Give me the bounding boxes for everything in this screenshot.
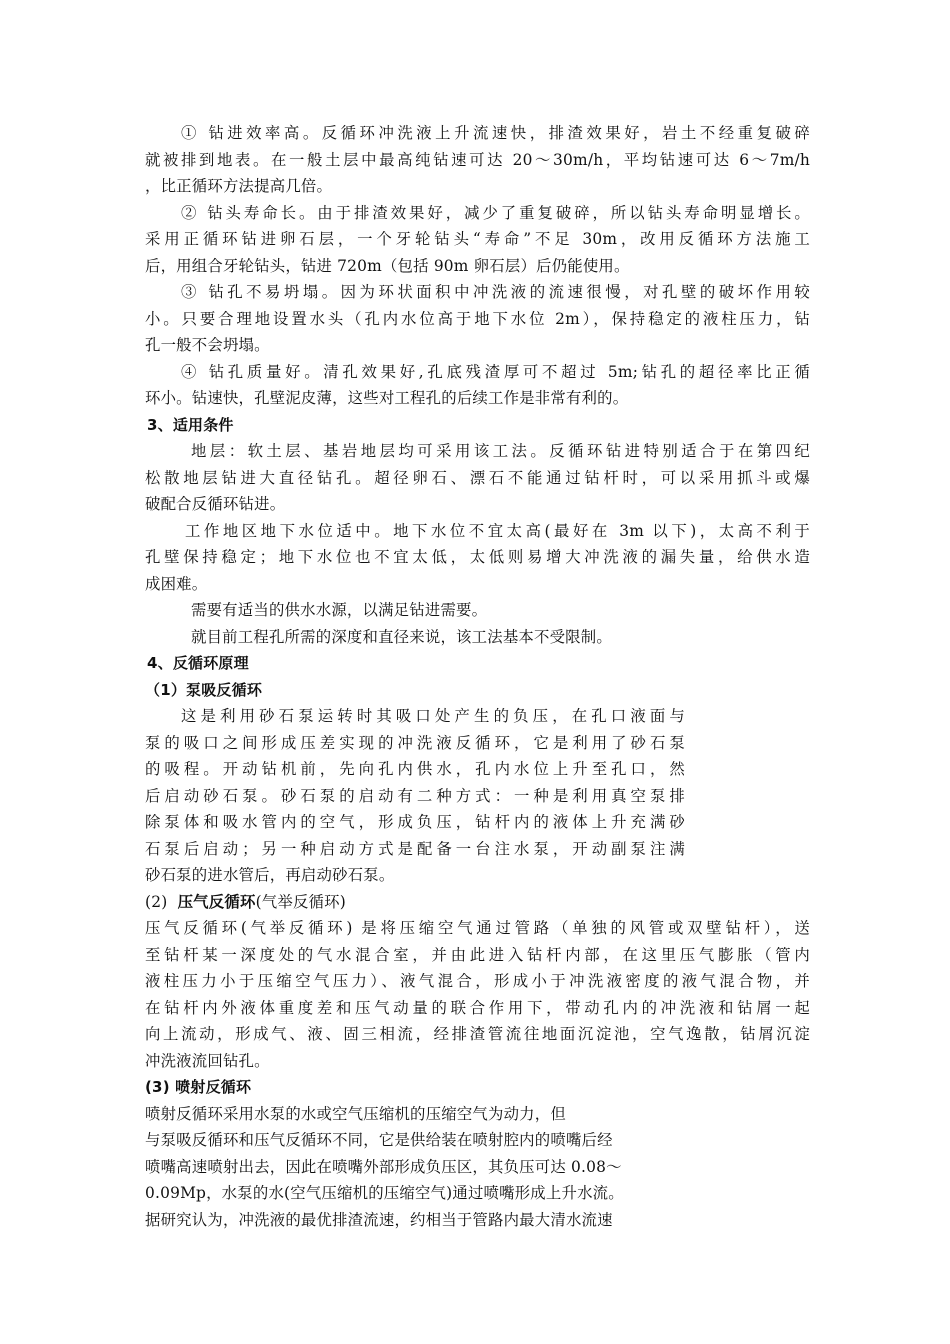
advantage-efficiency [145, 120, 810, 200]
text-line: 石泵后启动；另一种启动方式是配备一台注水泵，开动副泵注满 [145, 839, 685, 858]
text-line: 松散地层钻进大直径钻孔。超径卵石、漂石不能通过钻杆时，可以采用抓斗或爆 [145, 468, 810, 487]
section-heading-reverse-circulation-principle: 4、反循环原理 [147, 654, 249, 672]
text-line: 就被排到地表。在一般土层中最高纯钻速可达 20～30m/h，平均钻速可达 6～7m/h [145, 150, 810, 169]
text-line: 工作地区地下水位适中。地下水位不宜太高(最好在 3m 以下)，太高不利于 [185, 521, 810, 540]
text-line: 成困难。 [145, 574, 208, 593]
paragraph-jet [145, 1101, 810, 1234]
text-line: 后启动砂石泵。砂石泵的启动有二种方式：一种是利用真空泵排 [145, 786, 685, 805]
paragraph-water-supply: 需要有适当的供水水源，以满足钻进需要。 [191, 601, 488, 619]
text-line: 喷射反循环采用水泵的水或空气压缩机的压缩空气为动力，但 [145, 1104, 566, 1123]
advantage-bit-life [145, 200, 810, 280]
paragraph-depth-diameter: 就目前工程孔所需的深度和直径来说，该工法基本不受限制。 [191, 627, 612, 646]
text-line: 砂石泵的进水管后，再启动砂石泵。 [145, 866, 395, 884]
text-line: 在钻杆内外液体重度差和压气动量的联合作用下，带动孔内的冲洗液和钻屑一起 [145, 998, 810, 1017]
paragraph-pump-suction [145, 703, 685, 889]
paragraph-air-lift [145, 915, 810, 1074]
text-line: 地层：软土层、基岩地层均可采用该工法。反循环钻进特别适合于在第四纪 [191, 442, 810, 460]
text-line: 喷嘴高速喷射出去，因此在喷嘴外部形成负压区，其负压可达 0.08～ [145, 1157, 622, 1176]
text-line: 据研究认为，冲洗液的最优排渣流速，约相当于管路内最大清水流速 [145, 1210, 613, 1229]
subheading-title: 压气反循环 [177, 892, 256, 911]
text-line: ④ 钻孔质量好。清孔效果好,孔底残渣厚可不超过 5m;钻孔的超径率比正循 [181, 362, 810, 381]
text-line: 环小。钻速快，孔壁泥皮薄，这些对工程孔的后续工作是非常有利的。 [145, 389, 629, 407]
text-line: 至钻杆某一深度处的气水混合室，并由此进入钻杆内部，在这里压气膨胀（管内 [145, 945, 810, 964]
text-line: 破配合反循环钻进。 [145, 495, 286, 513]
text-line: 0.09Mp，水泵的水(空气压缩机的压缩空气)通过喷嘴形成上升水流。 [145, 1184, 624, 1202]
text-line: 泵的吸口之间形成压差实现的冲洗液反循环，它是利用了砂石泵 [145, 733, 685, 752]
section-heading-applicable-conditions: 3、适用条件 [147, 415, 234, 434]
text-line: 孔壁保持稳定；地下水位也不宜太低，太低则易增大冲洗液的漏失量，给供水造 [145, 548, 810, 566]
subheading-paren: (气举反循环) [255, 892, 346, 911]
text-line: ，比正循环方法提高几倍。 [145, 177, 333, 195]
text-line: 冲洗液流回钻孔。 [145, 1051, 270, 1070]
subheading-pump-suction: （1）泵吸反循环 [145, 680, 263, 699]
text-line: ② 钻头寿命长。由于排渣效果好，减少了重复破碎，所以钻头寿命明显增长。 [181, 203, 810, 222]
advantage-no-collapse [145, 279, 810, 359]
text-line: 这是利用砂石泵运转时其吸口处产生的负压，在孔口液面与 [181, 707, 685, 725]
subheading-air-lift [145, 889, 810, 916]
text-line: 压气反循环(气举反循环) 是将压缩空气通过管路（单独的风管或双壁钻杆），送 [145, 919, 810, 937]
text-line: ① 钻进效率高。反循环冲洗液上升流速快，排渣效果好，岩土不经重复破碎 [181, 124, 810, 142]
text-line: 后，用组合牙轮钻头，钻进 720m（包括 90m 卵石层）后仍能使用。 [145, 256, 630, 275]
text-line: 除泵体和吸水管内的空气，形成负压，钻杆内的液体上升充满砂 [145, 813, 685, 831]
paragraph-groundwater [145, 518, 810, 598]
text-line: 与泵吸反循环和压气反循环不同，它是供给装在喷射腔内的喷嘴后经 [145, 1131, 613, 1149]
text-line: 孔一般不会坍塌。 [145, 336, 270, 354]
text-line: ③ 钻孔不易坍塌。因为环状面积中冲洗液的流速很慢，对孔壁的破坏作用较 [181, 283, 810, 301]
text-line: 小。只要合理地设置水头（孔内水位高于地下水位 2m），保持稳定的液柱压力，钻 [145, 309, 810, 328]
text-line: 向上流动，形成气、液、固三相流，经排渣管流往地面沉淀池，空气逸散，钻屑沉淀 [145, 1025, 810, 1043]
advantage-quality [145, 359, 810, 412]
paragraph-strata [145, 438, 810, 518]
subheading-number: (2) [145, 892, 168, 911]
text-line: 液柱压力小于压缩空气压力）、液气混合，形成小于冲洗液密度的液气混合物，并 [145, 972, 810, 990]
subheading-jet: (3) 喷射反循环 [145, 1078, 252, 1096]
text-line: 的吸程。开动钻机前，先向孔内供水，孔内水位上升至孔口，然 [145, 760, 685, 778]
document-page [145, 120, 810, 1233]
text-line: 采用正循环钻进卵石层，一个牙轮钻头“寿命”不足 30m，改用反循环方法施工 [145, 230, 810, 248]
